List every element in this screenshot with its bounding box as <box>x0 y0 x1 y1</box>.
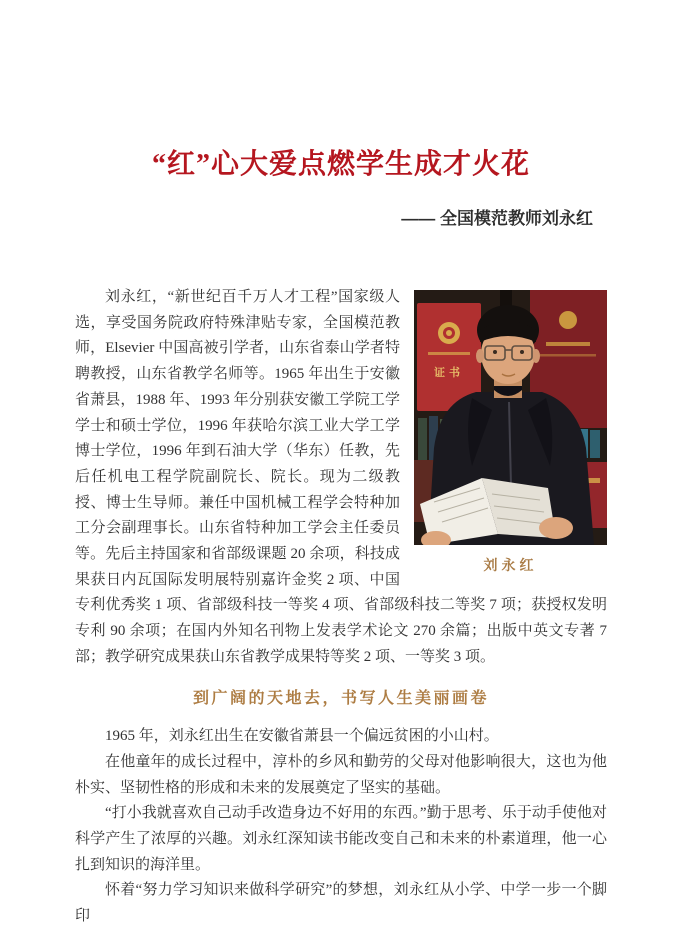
body-paragraph: 在他童年的成长过程中，淳朴的乡风和勤劳的父母对他影响很大，这也为他朴实、坚韧性格的形成和未来的发展奠定了坚实的基础。 <box>75 753 607 796</box>
portrait-photo <box>414 290 607 545</box>
hand <box>539 517 573 539</box>
section-heading: 到广阔的天地去，书写人生美丽画卷 <box>192 689 489 707</box>
body-paragraph: 1965 年，刘永红出生在安徽省萧县一个偏远贫困的小山村。 <box>105 728 499 745</box>
certificate-label: 证书 <box>434 367 464 379</box>
article-body <box>75 285 607 930</box>
page-subtitle: —— 全国模范教师刘永红 <box>401 209 593 228</box>
page-title: “红”心大爱点燃学生成才火花 <box>151 149 530 180</box>
intro-paragraph: 刘永红，“新世纪百千万人才工程”国家级人选，享受国务院政府特殊津贴专家，全国模范教师，Elsevier 中国高被引学者，山东省泰山学者特聘教授，山东省教学名师等。1965 年出生于安徽省萧县，1988 年、1993 年分别获安徽工学院工学学士和硕士学位，1996 年获哈尔滨工业大学工学博士学位，1996 年到石油大学（华东）任教，先后任机电工程学院副院长、院长。现为二级教授、博士生导师。兼任中国机械工程学会特种加工分会副理事长。山东省特种加工学会主任委员等。先后主持国家和省部级课题 20 余项，科技成果获日内瓦国际发明展特别嘉许金奖 2 项、中国专利优秀奖 1 项、省部级科技一等奖 4 项、省部级科技二等奖 7 项；获授权发明专利 90 余项；在国内外知名刊物上发表学术论文 270 余篇；出版中英文专著 7 部；教学研究成果获山东省教学成果特等奖 2 项、一等奖 3 项。 <box>75 289 607 665</box>
body-paragraph: 怀着“努力学习知识来做科学研究”的梦想，刘永红从小学、中学一步一个脚印 <box>75 882 607 925</box>
portrait-figure <box>414 290 607 580</box>
photo-caption: 刘永红 <box>483 559 538 574</box>
emblem-icon <box>559 311 577 329</box>
body-paragraph: “打小我就喜欢自己动手改造身边不好用的东西。”勤于思考、乐于动手使他对科学产生了浓厚的兴趣。刘永红深知读书能改变自己和未来的朴素道理，他一心扎到知识的海洋里。 <box>75 805 607 873</box>
